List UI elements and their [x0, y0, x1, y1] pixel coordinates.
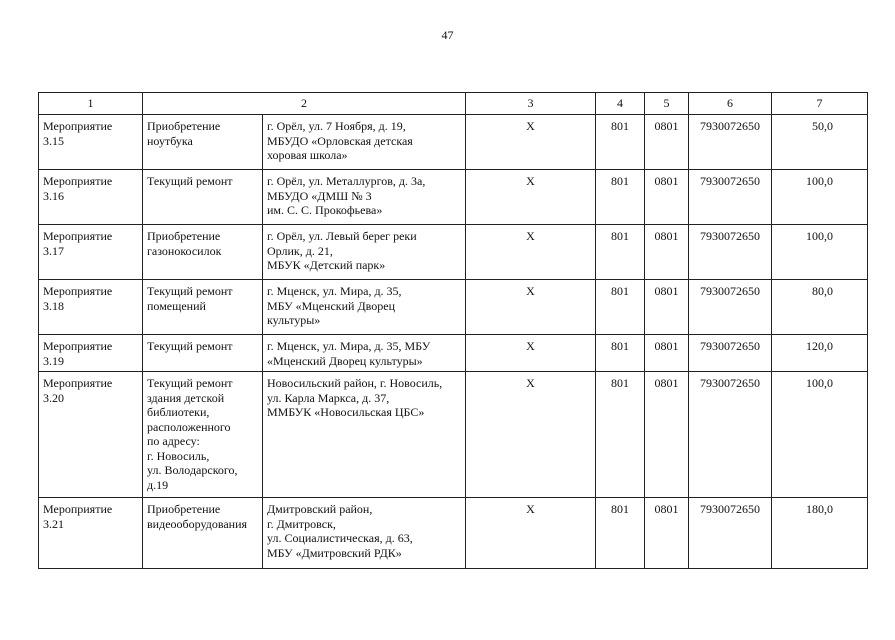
table-row	[39, 372, 868, 498]
budget-table	[38, 92, 868, 569]
event-cell: Мероприятие 3.20	[39, 372, 143, 498]
event-cell: Мероприятие 3.19	[39, 335, 143, 372]
address-cell: г. Мценск, ул. Мира, д. 35, МБУ «Мценский Дворец культуры»	[263, 335, 466, 372]
table-row	[39, 170, 868, 225]
event-cell: Мероприятие 3.15	[39, 115, 143, 170]
action-cell: Текущий ремонт помещений	[143, 280, 263, 335]
table-row	[39, 335, 868, 372]
mark-cell: X	[466, 170, 596, 225]
code1-cell: 801	[596, 115, 645, 170]
action-cell: Приобретение газонокосилок	[143, 225, 263, 280]
amount-cell: 180,0	[772, 498, 868, 569]
code2-cell: 0801	[645, 372, 689, 498]
code2-cell: 0801	[645, 170, 689, 225]
table-row	[39, 280, 868, 335]
table-row	[39, 498, 868, 569]
action-cell: Приобретение видеооборудования	[143, 498, 263, 569]
address-cell: г. Мценск, ул. Мира, д. 35, МБУ «Мценский Дворец культуры»	[263, 280, 466, 335]
mark-cell: X	[466, 372, 596, 498]
code1-cell: 801	[596, 335, 645, 372]
event-cell: Мероприятие 3.21	[39, 498, 143, 569]
column-header-2: 2	[143, 93, 466, 115]
code1-cell: 801	[596, 225, 645, 280]
code3-cell: 7930072650	[689, 335, 772, 372]
code2-cell: 0801	[645, 280, 689, 335]
code1-cell: 801	[596, 498, 645, 569]
code3-cell: 7930072650	[689, 498, 772, 569]
mark-cell: X	[466, 498, 596, 569]
amount-cell: 50,0	[772, 115, 868, 170]
action-cell: Приобретение ноутбука	[143, 115, 263, 170]
table-row	[39, 225, 868, 280]
code2-cell: 0801	[645, 498, 689, 569]
code2-cell: 0801	[645, 225, 689, 280]
code1-cell: 801	[596, 372, 645, 498]
table-header-row	[39, 93, 868, 115]
table-row	[39, 115, 868, 170]
address-cell: г. Орёл, ул. Металлургов, д. 3а, МБУДО «ДМШ № 3 им. С. С. Прокофьева»	[263, 170, 466, 225]
action-cell: Текущий ремонт здания детской библиотеки, расположенного по адресу: г. Новосиль, ул. Володарского, д.19	[143, 372, 263, 498]
address-cell: г. Орёл, ул. Левый берег реки Орлик, д. 21, МБУК «Детский парк»	[263, 225, 466, 280]
code1-cell: 801	[596, 280, 645, 335]
amount-cell: 100,0	[772, 170, 868, 225]
code2-cell: 0801	[645, 335, 689, 372]
code3-cell: 7930072650	[689, 225, 772, 280]
event-cell: Мероприятие 3.17	[39, 225, 143, 280]
code3-cell: 7930072650	[689, 170, 772, 225]
column-header-4: 4	[596, 93, 645, 115]
page-number: 47	[441, 28, 454, 42]
amount-cell: 100,0	[772, 225, 868, 280]
column-header-1: 1	[39, 93, 143, 115]
mark-cell: X	[466, 225, 596, 280]
column-header-6: 6	[689, 93, 772, 115]
mark-cell: X	[466, 115, 596, 170]
code1-cell: 801	[596, 170, 645, 225]
amount-cell: 100,0	[772, 372, 868, 498]
code2-cell: 0801	[645, 115, 689, 170]
mark-cell: X	[466, 280, 596, 335]
address-cell: г. Орёл, ул. 7 Ноября, д. 19, МБУДО «Орловская детская хоровая школа»	[263, 115, 466, 170]
amount-cell: 120,0	[772, 335, 868, 372]
column-header-3: 3	[466, 93, 596, 115]
amount-cell: 80,0	[772, 280, 868, 335]
column-header-5: 5	[645, 93, 689, 115]
code3-cell: 7930072650	[689, 372, 772, 498]
mark-cell: X	[466, 335, 596, 372]
address-cell: Дмитровский район, г. Дмитровск, ул. Социалистическая, д. 63, МБУ «Дмитровский РДК»	[263, 498, 466, 569]
address-cell: Новосильский район, г. Новосиль, ул. Карла Маркса, д. 37, ММБУК «Новосильская ЦБС»	[263, 372, 466, 498]
action-cell: Текущий ремонт	[143, 335, 263, 372]
code3-cell: 7930072650	[689, 280, 772, 335]
column-header-7: 7	[772, 93, 868, 115]
action-cell: Текущий ремонт	[143, 170, 263, 225]
event-cell: Мероприятие 3.16	[39, 170, 143, 225]
event-cell: Мероприятие 3.18	[39, 280, 143, 335]
code3-cell: 7930072650	[689, 115, 772, 170]
